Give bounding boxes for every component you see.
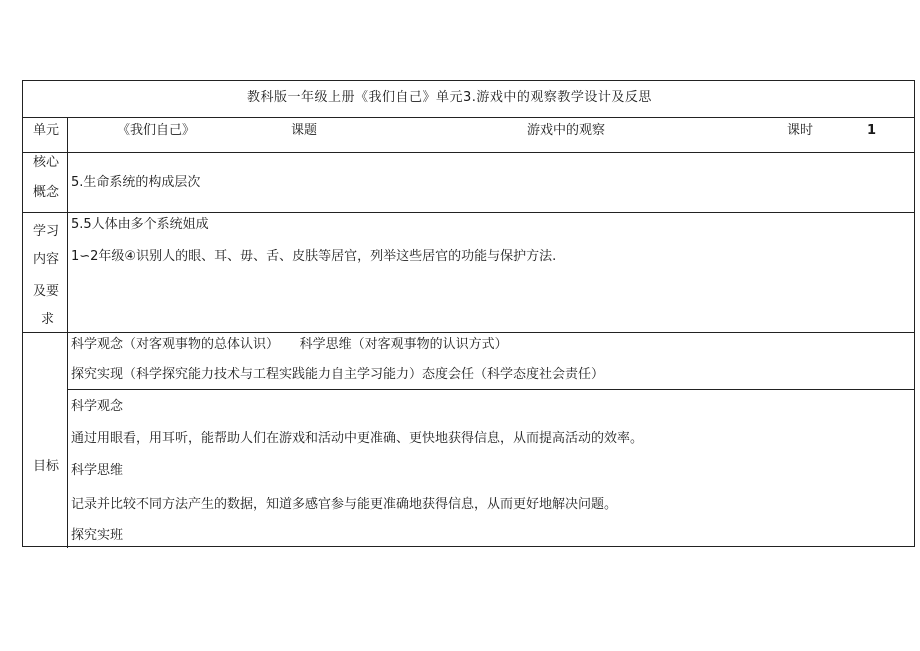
content-label-line1: 学习	[33, 224, 60, 239]
row-divider	[23, 212, 914, 213]
content-line-2: 1∽2年级④识别人的眼、耳、毋、舌、皮肤等居官，列举这些居官的功能与保护方法.	[71, 249, 557, 264]
science-thinking-title: 科学思维	[71, 463, 124, 478]
lesson-value: 游戏中的观察	[527, 123, 606, 138]
content-label-line4: 求	[41, 312, 55, 327]
lesson-label: 课题	[291, 123, 318, 138]
lesson-plan-table	[22, 80, 915, 547]
row-divider	[23, 117, 914, 118]
row-divider	[67, 389, 914, 390]
science-concept-title: 科学观念	[71, 399, 124, 414]
goals-header-line-1: 科学观念（对客观事物的总体认识） 科学思维（对客观事物的认识方式）	[71, 337, 508, 352]
science-thinking-text: 记录并比较不同方法产生的数据，知道多感官参与能更准确地获得信息，从而更好地解决问题。	[71, 497, 618, 512]
unit-label: 单元	[33, 123, 60, 138]
content-line-1: 5.5人体由多个系统姐成	[71, 217, 209, 232]
content-label-line3: 及要	[33, 284, 60, 299]
core-concept-text: 5.生命系统的构成层次	[71, 175, 201, 190]
goals-label: 目标	[33, 459, 60, 474]
label-column-divider	[67, 117, 68, 548]
hours-label: 课时	[787, 123, 814, 138]
row-divider	[23, 152, 914, 153]
goals-header-line-2: 探究实现（科学探究能力技术与工程实践能力自主学习能力）态度会任（科学态度社会责任）	[71, 367, 605, 382]
content-label-line2: 内容	[33, 252, 60, 267]
concept-label-line2: 概念	[33, 185, 60, 200]
concept-label-line1: 核心	[33, 155, 60, 170]
inquiry-title: 探究实班	[71, 528, 124, 543]
unit-value: 《我们自己》	[117, 123, 196, 138]
document-title: 教科版一年级上册《我们自己》单元3.游戏中的观察教学设计及反思	[247, 90, 652, 105]
hours-value: 1	[867, 123, 877, 138]
row-divider	[23, 332, 914, 333]
science-concept-text: 通过用眼看，用耳听，能帮助人们在游戏和活动中更准确、更快地获得信息，从而提高活动的效率。	[71, 431, 644, 446]
